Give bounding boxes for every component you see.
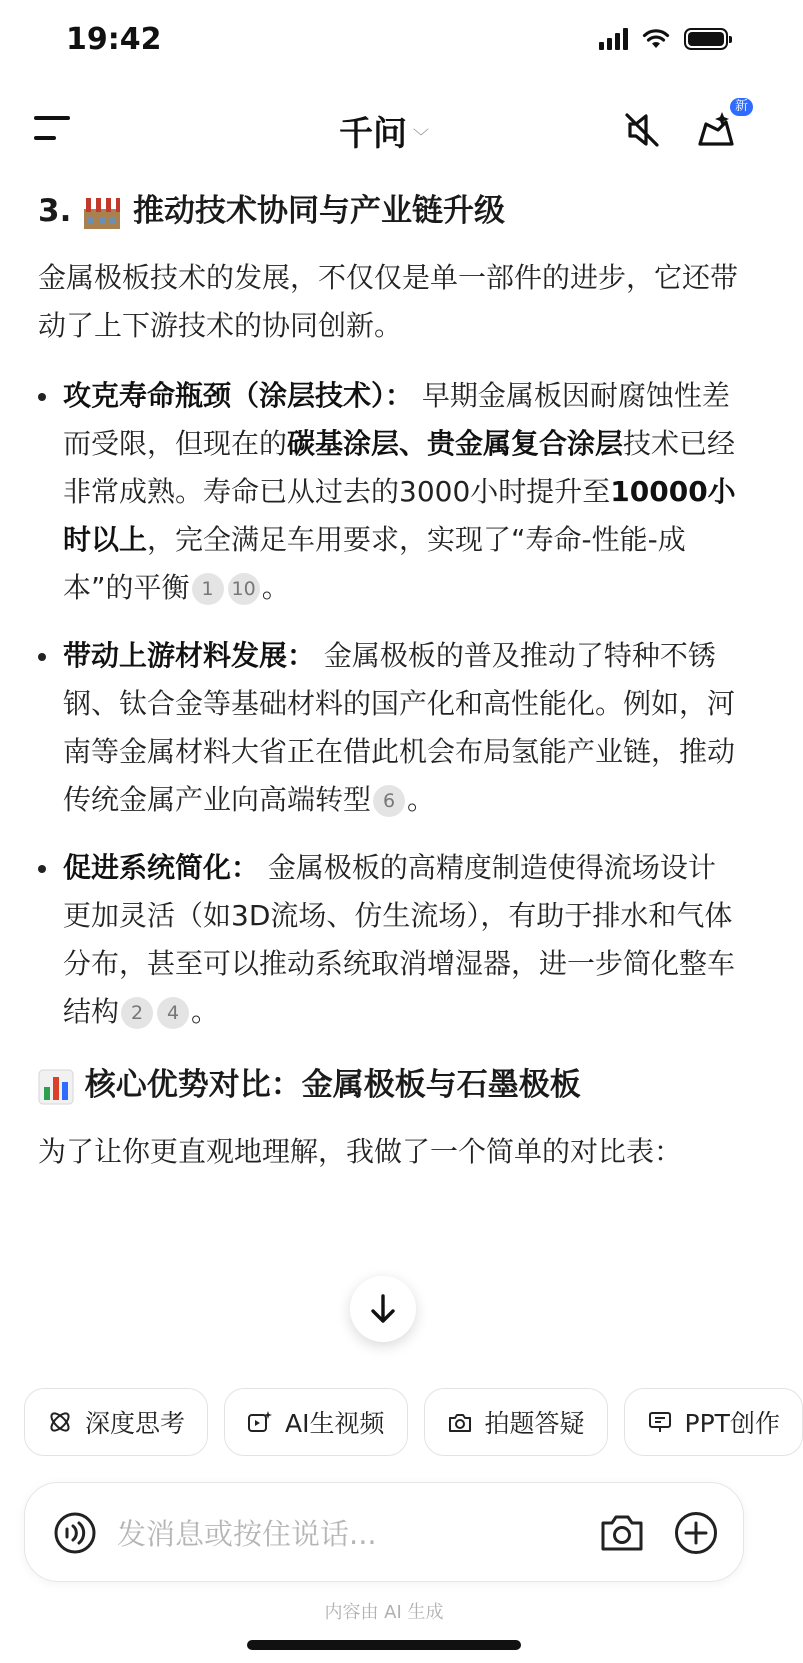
bullet-text: ，完全满足车用要求，实现了“寿命-性能-成本”的平衡 xyxy=(63,523,686,604)
scroll-to-bottom-button[interactable] xyxy=(350,1276,416,1342)
quick-action-label: PPT创作 xyxy=(684,1409,780,1438)
quick-action-label: 拍题答疑 xyxy=(484,1409,585,1438)
video-sparkle-icon xyxy=(247,1409,273,1435)
bullet-title: 带动上游材料发展： xyxy=(63,639,316,672)
new-chat-icon[interactable] xyxy=(694,108,738,152)
chevron-down-icon: ﹀ xyxy=(412,127,429,146)
quick-action-photo-question[interactable] xyxy=(424,1388,608,1456)
bar-chart-icon xyxy=(38,1069,74,1105)
presentation-icon xyxy=(647,1409,673,1435)
speaker-muted-icon[interactable] xyxy=(620,108,664,152)
plus-icon[interactable] xyxy=(673,1510,719,1556)
section-title: 推动技术协同与产业链升级 xyxy=(132,193,505,229)
section-number: 3. xyxy=(38,193,72,229)
quick-action-label: AI生视频 xyxy=(285,1409,385,1438)
message-input[interactable] xyxy=(115,1507,579,1561)
comparison-intro: 为了让你更直观地理解，我做了一个简单的对比表： xyxy=(38,1135,683,1168)
camera-icon[interactable] xyxy=(599,1511,645,1555)
camera-sparkle-icon xyxy=(447,1409,473,1435)
bullet-bold-text: 10000小时以上 xyxy=(63,475,736,556)
bullet-text: 早期金属板因耐腐蚀性差而受限，但现在的 xyxy=(63,379,730,460)
bullet-list xyxy=(38,372,738,1036)
message-composer xyxy=(24,1482,744,1582)
citation-badge[interactable]: 6 xyxy=(373,785,405,817)
bullet-item xyxy=(38,632,738,824)
section-heading xyxy=(38,186,738,236)
citation-badge[interactable]: 2 xyxy=(121,997,153,1029)
bullet-bold-text: 碳基涂层、贵金属复合涂层 xyxy=(287,427,624,460)
cellular-signal-icon xyxy=(599,28,628,50)
quick-action-label: 深度思考 xyxy=(85,1409,186,1438)
home-indicator xyxy=(247,1640,521,1650)
status-icons xyxy=(599,28,728,50)
section-heading xyxy=(38,1060,738,1110)
section-intro: 金属极板技术的发展，不仅仅是单一部件的进步，它还带动了上下游技术的协同创新。 xyxy=(38,261,739,342)
quick-actions xyxy=(24,1388,780,1458)
status-bar xyxy=(0,0,768,80)
bullet-title: 促进系统简化： xyxy=(63,851,260,884)
section-title: 核心优势对比：金属极板与石墨极板 xyxy=(84,1067,581,1103)
bullet-item xyxy=(38,372,738,612)
bullet-title: 攻克寿命瓶颈（涂层技术）： xyxy=(63,379,414,412)
arrow-down-icon xyxy=(368,1293,398,1325)
wifi-icon xyxy=(642,28,670,50)
battery-icon xyxy=(684,28,728,50)
top-nav xyxy=(0,90,768,170)
citation-badge[interactable]: 4 xyxy=(157,997,189,1029)
ai-disclaimer: 内容由 AI 生成 xyxy=(324,1602,444,1623)
bullet-text: 金属极板的普及推动了特种不锈钢、钛合金等基础材料的国产化和高性能化。例如，河南等金属材料大省正在借此机会布局氢能产业链，推动传统金属产业向高端转型 xyxy=(63,639,736,816)
bullet-text: 金属极板的高精度制造使得流场设计更加灵活（如3D流场、仿生流场），有助于排水和气体分布，甚至可以推动系统取消增湿器，进一步简化整车结构 xyxy=(63,851,736,1028)
citation-badge[interactable]: 1 xyxy=(192,573,224,605)
bullet-text: 。 xyxy=(261,571,290,604)
bullet-text: 。 xyxy=(191,995,220,1028)
atom-icon xyxy=(47,1409,73,1435)
voice-input-icon[interactable] xyxy=(53,1511,97,1555)
chat-message xyxy=(38,186,738,1176)
citation-badge[interactable]: 10 xyxy=(228,573,260,605)
status-time: 19:42 xyxy=(66,22,162,57)
bullet-item xyxy=(38,844,738,1036)
bullet-text: 。 xyxy=(407,783,436,816)
quick-action-ai-video[interactable] xyxy=(224,1388,407,1456)
quick-action-ppt[interactable] xyxy=(624,1388,803,1456)
app-title: 千问 xyxy=(338,114,407,154)
new-badge: 新 xyxy=(730,98,753,116)
bullet-text: 技术已经非常成熟。寿命已从过去的3000小时提升至 xyxy=(63,427,736,508)
factory-icon xyxy=(82,195,122,231)
quick-action-deep-think[interactable] xyxy=(24,1388,208,1456)
